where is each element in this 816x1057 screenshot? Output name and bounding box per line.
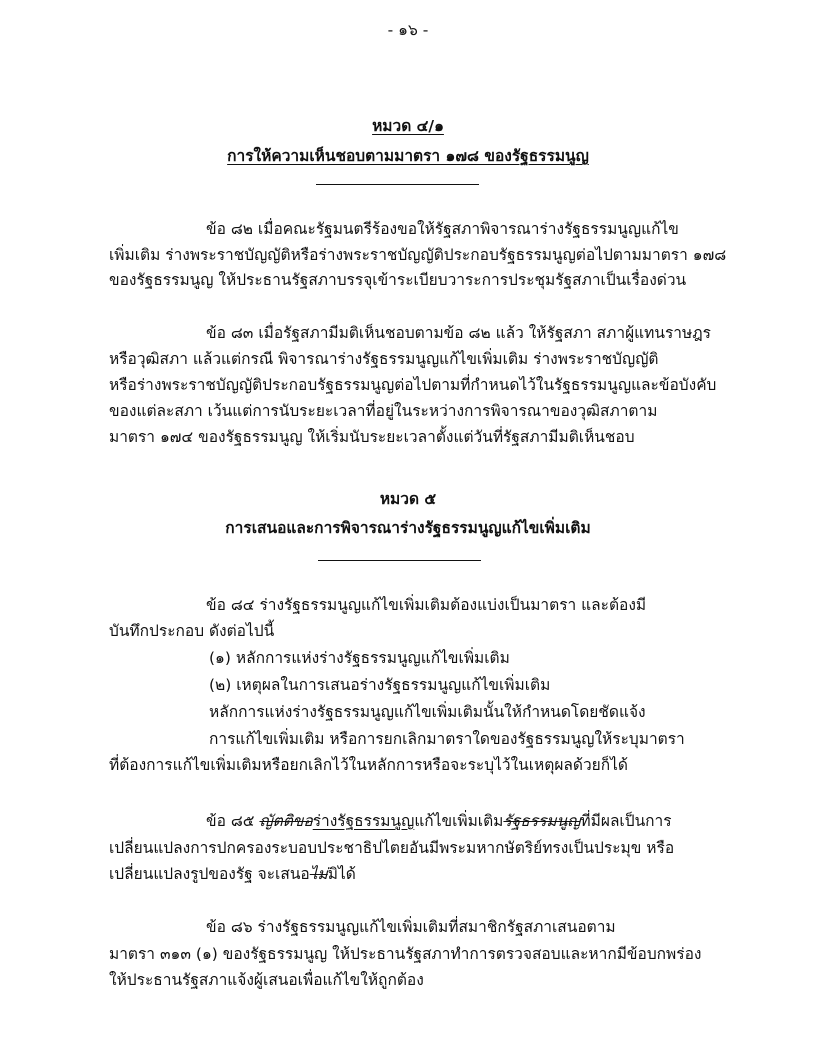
page-number: - ๑๖ -	[387, 21, 429, 39]
art82-line: ของรัฐธรรมนูญ ให้ประธานรัฐสภาบรรจุเข้าระเบียบวาระการประชุมรัฐสภาเป็นเรื่องด่วน	[109, 271, 687, 289]
art85-line	[206, 811, 672, 831]
chapter-4-1-title: การให้ความเห็นชอบตามมาตรา ๑๗๘ ของรัฐธรรมนูญ	[227, 147, 589, 165]
art84-line: การแก้ไขเพิ่มเติม หรือการยกเลิกมาตราใดของรัฐธรรมนูญให้ระบุมาตรา	[209, 730, 685, 748]
art82-line: เพิ่มเติม ร่างพระราชบัญญัติหรือร่างพระราชบัญญัติประกอบรัฐธรรมนูญต่อไปตามมาตรา ๑๗๘	[109, 246, 727, 264]
inserted-text: ร่างรัฐธรรมนูญ	[312, 812, 415, 830]
struck-text: ญัตติขอ	[259, 812, 313, 830]
art84-line: บันทึกประกอบ ดังต่อไปนี้	[109, 622, 275, 640]
art85-text: มิได้	[327, 865, 356, 883]
art83-line: มาตรา ๑๗๔ ของรัฐธรรมนูญ ให้เริ่มนับระยะเวลาตั้งแต่วันที่รัฐสภามีมติเห็นชอบ	[109, 428, 635, 446]
art85-text: เปลี่ยนแปลงรูปของรัฐ จะเสนอ	[109, 865, 310, 883]
art85-text: ที่มีผลเป็นการ	[580, 812, 672, 830]
art86-line: มาตรา ๓๑๓ (๑) ของรัฐธรรมนูญ ให้ประธานรัฐสภาทำการตรวจสอบและหากมีข้อบกพร่อง	[109, 945, 702, 963]
art83-line: ของแต่ละสภา เว้นแต่การนับระยะเวลาที่อยู่ในระหว่างการพิจารณาของวุฒิสภาตาม	[109, 402, 658, 420]
art83-line: หรือร่างพระราชบัญญัติประกอบรัฐธรรมนูญต่อไปตามที่กำหนดไว้ในรัฐธรรมนูญและข้อบังคับ	[109, 376, 717, 394]
art86-line: ให้ประธานรัฐสภาแจ้งผู้เสนอเพื่อแก้ไขให้ถูกต้อง	[109, 971, 424, 989]
chapter-5-title: การเสนอและการพิจารณาร่างรัฐธรรมนูญแก้ไขเพิ่มเติม	[225, 519, 591, 537]
art84-item: (๑) หลักการแห่งร่างรัฐธรรมนูญแก้ไขเพิ่มเติม	[209, 649, 510, 667]
art86-line: ข้อ ๘๖ ร่างรัฐธรรมนูญแก้ไขเพิ่มเติมที่สมาชิกรัฐสภาเสนอตาม	[206, 918, 616, 936]
art84-line: หลักการแห่งร่างรัฐธรรมนูญแก้ไขเพิ่มเติมนั้นให้กำหนดโดยชัดแจ้ง	[209, 703, 646, 721]
art82-line: ข้อ ๘๒ เมื่อคณะรัฐมนตรีร้องขอให้รัฐสภาพิจารณาร่างรัฐธรรมนูญแก้ไข	[206, 220, 679, 238]
chapter-4-1-heading: หมวด ๔/๑	[372, 117, 444, 135]
struck-text: รัฐธรรมนูญ	[503, 812, 581, 830]
section-divider	[318, 560, 481, 561]
art83-line: หรือวุฒิสภา แล้วแต่กรณี พิจารณาร่างรัฐธรรมนูญแก้ไขเพิ่มเติม ร่างพระราชบัญญัติ	[109, 350, 659, 368]
art83-line: ข้อ ๘๓ เมื่อรัฐสภามีมติเห็นชอบตามข้อ ๘๒ แล้ว ให้รัฐสภา สภาผู้แทนราษฎร	[206, 324, 711, 342]
art84-line: ข้อ ๘๔ ร่างรัฐธรรมนูญแก้ไขเพิ่มเติมต้องแบ่งเป็นมาตรา และต้องมี	[206, 596, 647, 614]
art85-text: แก้ไขเพิ่มเติม	[414, 812, 504, 830]
section-divider	[316, 184, 479, 185]
chapter-5-heading: หมวด ๕	[379, 490, 437, 508]
struck-text: ไม่	[309, 865, 328, 883]
art84-item: (๒) เหตุผลในการเสนอร่างรัฐธรรมนูญแก้ไขเพิ่มเติม	[209, 676, 551, 694]
art85-label: ข้อ ๘๕	[206, 812, 260, 830]
art84-line: ที่ต้องการแก้ไขเพิ่มเติมหรือยกเลิกไว้ในหลักการหรือจะระบุไว้ในเหตุผลด้วยก็ได้	[109, 756, 629, 774]
art85-line	[109, 864, 356, 884]
art85-line: เปลี่ยนแปลงการปกครองระบอบประชาธิปไตยอันมีพระมหากษัตริย์ทรงเป็นประมุข หรือ	[109, 839, 675, 857]
